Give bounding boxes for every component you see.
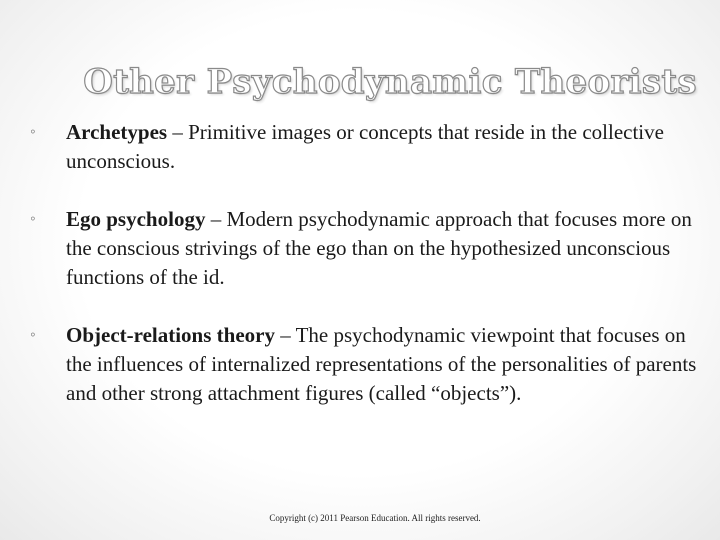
bullet-term: Ego psychology	[66, 207, 206, 231]
bullet-icon: ⸰	[30, 127, 36, 138]
slide-title: Other Psychodynamic Theorists	[83, 61, 697, 102]
bullet-term: Object-relations theory	[66, 323, 275, 347]
bullet-definition: – Modern psychodynamic approach that focuses more on the conscious strivings of the ego than on the hypothesized unconscious functions of the id.	[66, 207, 692, 289]
bullet-definition: – Primitive images or concepts that reside in the collective unconscious.	[66, 120, 664, 173]
bullet-icon: ⸰	[30, 214, 36, 225]
bullet-definition: – The psychodynamic viewpoint that focuses on the influences of internalized representations of the personalities of parents and other strong attachment figures (called “objects”).	[66, 323, 697, 405]
copyright-footer: Copyright (c) 2011 Pearson Education. All rights reserved.	[269, 513, 481, 523]
bullet-icon: ⸰	[30, 330, 36, 341]
bullet-term: Archetypes	[66, 120, 168, 144]
bullet-item-ego-psychology	[30, 205, 710, 292]
bullet-list	[30, 118, 710, 408]
bullet-item-archetypes	[30, 118, 710, 176]
bullet-item-object-relations-theory	[30, 321, 710, 408]
